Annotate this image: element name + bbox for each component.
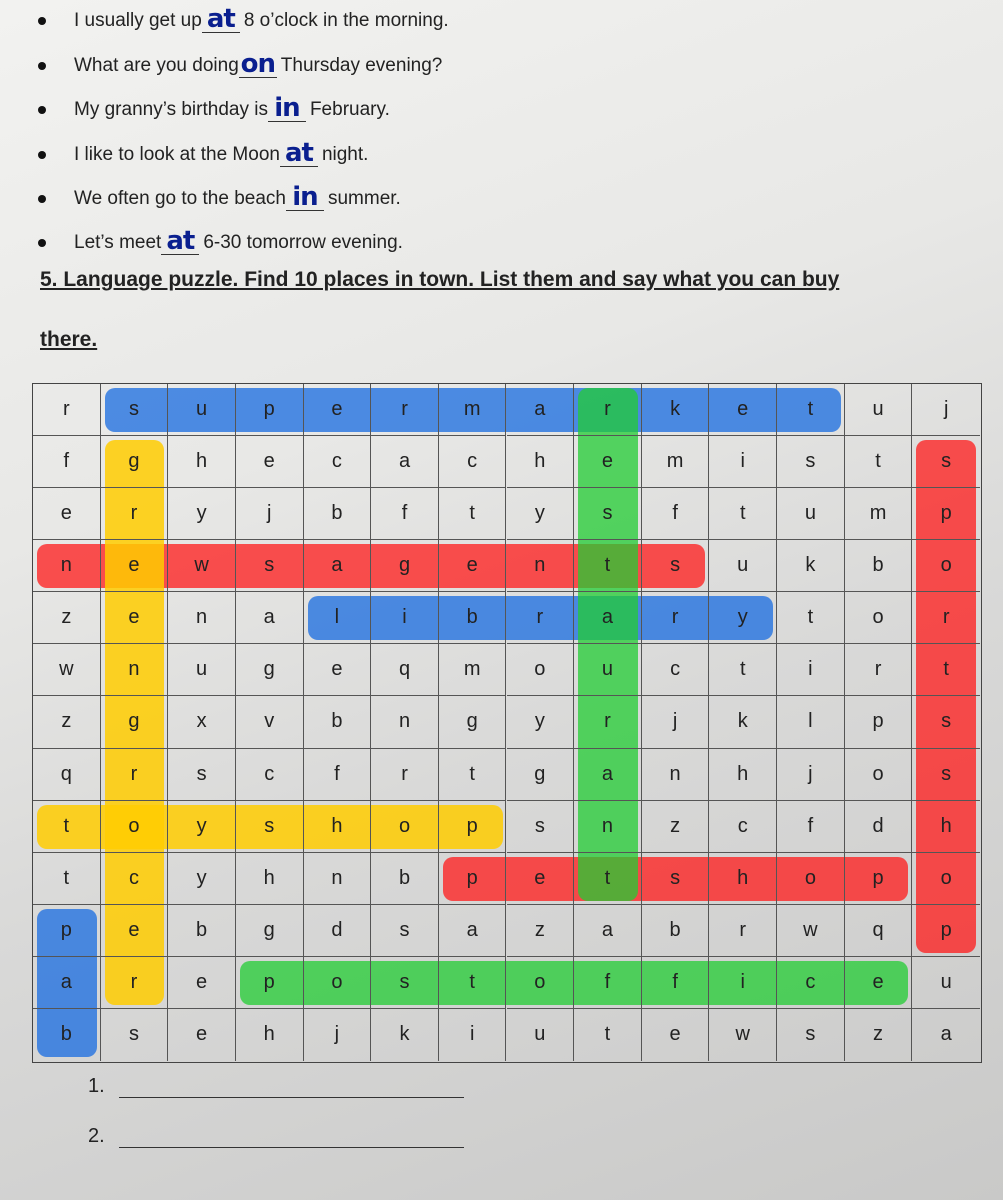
- grid-cell[interactable]: e: [642, 1009, 710, 1061]
- grid-cell[interactable]: i: [371, 592, 439, 644]
- grid-cell[interactable]: o: [507, 644, 575, 696]
- grid-cell[interactable]: j: [642, 696, 710, 748]
- sentence-5: [38, 181, 401, 214]
- grid-cell[interactable]: i: [709, 436, 777, 488]
- grid-cell[interactable]: a: [574, 749, 642, 801]
- grid-cell[interactable]: e: [168, 957, 236, 1009]
- answer-blank[interactable]: [239, 48, 277, 79]
- grid-cell[interactable]: z: [845, 1009, 913, 1061]
- grid-cell[interactable]: o: [912, 853, 980, 905]
- grid-cell[interactable]: p: [236, 384, 304, 436]
- grid-cell[interactable]: c: [236, 749, 304, 801]
- grid-cell[interactable]: a: [304, 540, 372, 592]
- grid-cell[interactable]: a: [507, 384, 575, 436]
- grid-cell[interactable]: t: [777, 384, 845, 436]
- grid-cell[interactable]: d: [845, 801, 913, 853]
- handwritten-answer: in: [274, 92, 300, 123]
- grid-cell[interactable]: p: [845, 696, 913, 748]
- grid-cell[interactable]: k: [709, 696, 777, 748]
- task-title: 5. Language puzzle. Find 10 places in town. List them and say what you can buy: [40, 268, 840, 291]
- answer-blank[interactable]: [280, 137, 318, 168]
- grid-cell[interactable]: r: [101, 488, 169, 540]
- grid-cell[interactable]: b: [33, 1009, 101, 1061]
- sentence-text-after: night.: [321, 144, 369, 165]
- grid-cell[interactable]: l: [304, 592, 372, 644]
- grid-cell[interactable]: s: [912, 696, 980, 748]
- grid-cell[interactable]: y: [168, 853, 236, 905]
- grid-cell[interactable]: f: [642, 488, 710, 540]
- grid-cell[interactable]: s: [777, 1009, 845, 1061]
- grid-cell[interactable]: e: [574, 436, 642, 488]
- answer-rule[interactable]: [119, 1075, 464, 1098]
- answer-blank[interactable]: [202, 3, 240, 34]
- grid-cell[interactable]: h: [709, 853, 777, 905]
- grid-cell[interactable]: f: [777, 801, 845, 853]
- grid-cell[interactable]: t: [574, 1009, 642, 1061]
- grid-cell[interactable]: e: [507, 853, 575, 905]
- grid-cell[interactable]: t: [33, 853, 101, 905]
- grid-cell[interactable]: u: [912, 957, 980, 1009]
- grid-cell[interactable]: i: [439, 1009, 507, 1061]
- grid-cell[interactable]: u: [507, 1009, 575, 1061]
- grid-cell[interactable]: h: [236, 1009, 304, 1061]
- sentence-text-before: We often go to the beach: [74, 188, 286, 209]
- grid-cell[interactable]: a: [371, 436, 439, 488]
- grid-cell[interactable]: s: [574, 488, 642, 540]
- grid-cell[interactable]: i: [777, 644, 845, 696]
- sentence-text-before: I like to look at the Moon: [74, 144, 280, 165]
- grid-cell[interactable]: n: [371, 696, 439, 748]
- sentence-text-after: summer.: [327, 188, 401, 209]
- handwritten-answer: in: [292, 181, 318, 212]
- grid-cell[interactable]: s: [236, 801, 304, 853]
- grid-cell[interactable]: t: [439, 749, 507, 801]
- grid-cell[interactable]: t: [845, 436, 913, 488]
- grid-cell[interactable]: s: [168, 749, 236, 801]
- sentence-3: [38, 92, 390, 125]
- grid-cell[interactable]: t: [912, 644, 980, 696]
- grid-cell[interactable]: n: [101, 644, 169, 696]
- sentence-1: [38, 3, 449, 36]
- grid-cell[interactable]: y: [507, 696, 575, 748]
- grid-cell[interactable]: h: [304, 801, 372, 853]
- grid-cell[interactable]: z: [507, 905, 575, 957]
- grid-cell[interactable]: t: [709, 644, 777, 696]
- bullet-icon: [38, 62, 46, 70]
- grid-cell[interactable]: w: [709, 1009, 777, 1061]
- grid-cell[interactable]: s: [912, 749, 980, 801]
- grid-cell[interactable]: b: [642, 905, 710, 957]
- grid-cell[interactable]: a: [439, 905, 507, 957]
- grid-cell[interactable]: e: [33, 488, 101, 540]
- grid-cell[interactable]: s: [101, 384, 169, 436]
- grid-cell[interactable]: n: [33, 540, 101, 592]
- grid-cell[interactable]: j: [236, 488, 304, 540]
- grid-cell[interactable]: a: [940, 1023, 952, 1046]
- answer-line-2[interactable]: [88, 1125, 464, 1148]
- grid-cell[interactable]: r: [101, 749, 169, 801]
- grid-cell[interactable]: m: [439, 644, 507, 696]
- grid-cell[interactable]: v: [236, 696, 304, 748]
- grid-cell[interactable]: e: [101, 592, 169, 644]
- grid-cell[interactable]: p: [439, 801, 507, 853]
- grid-cell[interactable]: t: [574, 853, 642, 905]
- grid-cell[interactable]: a: [33, 957, 101, 1009]
- grid-cell[interactable]: z: [642, 801, 710, 853]
- sentence-text-after: February.: [309, 99, 390, 120]
- sentence-text-after: Thursday evening?: [280, 55, 443, 76]
- grid-cell[interactable]: p: [845, 853, 913, 905]
- grid-cell[interactable]: s: [371, 957, 439, 1009]
- handwritten-answer: at: [166, 225, 195, 256]
- grid-cell[interactable]: h: [168, 436, 236, 488]
- answer-blank[interactable]: [161, 225, 199, 256]
- grid-cell[interactable]: e: [101, 905, 169, 957]
- sentence-text-after: 8 o’clock in the morning.: [243, 10, 449, 31]
- grid-cell[interactable]: u: [777, 488, 845, 540]
- sentence-text-before: What are you doing: [74, 55, 239, 76]
- grid-cell[interactable]: k: [642, 384, 710, 436]
- grid-cell[interactable]: x: [168, 696, 236, 748]
- grid-cell[interactable]: j: [304, 1009, 372, 1061]
- grid-cell[interactable]: f: [371, 488, 439, 540]
- answer-number: 1.: [88, 1075, 105, 1097]
- grid-cell[interactable]: i: [709, 957, 777, 1009]
- grid-cell[interactable]: g: [236, 905, 304, 957]
- grid-cell[interactable]: t: [439, 488, 507, 540]
- grid-cell[interactable]: p: [236, 957, 304, 1009]
- grid-cell[interactable]: p: [33, 905, 101, 957]
- sentence-text-before: My granny’s birthday is: [74, 99, 268, 120]
- answer-blank[interactable]: [286, 181, 324, 212]
- grid-cell[interactable]: o: [777, 853, 845, 905]
- grid-cell[interactable]: e: [101, 540, 169, 592]
- grid-cell[interactable]: p: [912, 905, 980, 957]
- sentence-text-before: Let’s meet: [74, 232, 162, 253]
- grid-cell[interactable]: y: [168, 488, 236, 540]
- grid-cell[interactable]: r: [33, 384, 101, 436]
- grid-cell[interactable]: z: [33, 696, 101, 748]
- grid-cell[interactable]: s: [507, 801, 575, 853]
- grid-cell[interactable]: b: [439, 592, 507, 644]
- grid-cell[interactable]: u: [574, 644, 642, 696]
- handwritten-answer: on: [240, 48, 275, 79]
- grid-cell[interactable]: b: [304, 696, 372, 748]
- grid-cell[interactable]: o: [912, 540, 980, 592]
- grid-cell[interactable]: t: [709, 488, 777, 540]
- grid-cell[interactable]: f: [642, 957, 710, 1009]
- grid-cell[interactable]: h: [507, 436, 575, 488]
- grid-cell[interactable]: j: [912, 384, 980, 436]
- grid-cell[interactable]: f: [574, 957, 642, 1009]
- grid-cell[interactable]: s: [777, 436, 845, 488]
- grid-cell[interactable]: u: [168, 384, 236, 436]
- grid-cell[interactable]: n: [304, 853, 372, 905]
- grid-cell[interactable]: f: [33, 436, 101, 488]
- grid-cell[interactable]: g: [236, 644, 304, 696]
- grid-cell[interactable]: g: [439, 696, 507, 748]
- sentence-6: [38, 225, 403, 258]
- grid-cell[interactable]: c: [777, 957, 845, 1009]
- grid-cell[interactable]: u: [709, 540, 777, 592]
- grid-cell[interactable]: r: [709, 905, 777, 957]
- grid-cell[interactable]: g: [101, 696, 169, 748]
- task-title-continued: there.: [40, 328, 98, 351]
- grid-cell[interactable]: q: [371, 644, 439, 696]
- grid-cell[interactable]: b: [371, 853, 439, 905]
- grid-cell[interactable]: a: [236, 592, 304, 644]
- grid-cell[interactable]: o: [101, 801, 169, 853]
- sentence-4: [38, 137, 369, 170]
- grid-cell[interactable]: a: [574, 592, 642, 644]
- grid-cell[interactable]: f: [304, 749, 372, 801]
- grid-cell[interactable]: o: [507, 957, 575, 1009]
- answer-number: 2.: [88, 1125, 105, 1147]
- grid-cell[interactable]: s: [642, 853, 710, 905]
- grid-cell[interactable]: m: [439, 384, 507, 436]
- grid-cell[interactable]: o: [371, 801, 439, 853]
- bullet-icon: [38, 239, 46, 247]
- grid-cell[interactable]: u: [845, 384, 913, 436]
- grid-cell[interactable]: t: [777, 592, 845, 644]
- sentence-2: [38, 48, 443, 81]
- grid-cell[interactable]: b: [845, 540, 913, 592]
- grid-cell[interactable]: y: [168, 801, 236, 853]
- grid-cell[interactable]: r: [845, 644, 913, 696]
- grid-cell[interactable]: c: [439, 436, 507, 488]
- answer-line-1[interactable]: [88, 1075, 464, 1098]
- grid-cell[interactable]: r: [574, 696, 642, 748]
- grid-cell[interactable]: n: [574, 801, 642, 853]
- grid-cell[interactable]: d: [304, 905, 372, 957]
- grid-cell[interactable]: c: [101, 853, 169, 905]
- grid-cell[interactable]: c: [709, 801, 777, 853]
- grid-cell[interactable]: c: [642, 644, 710, 696]
- grid-cell[interactable]: o: [845, 749, 913, 801]
- grid-cell[interactable]: t: [574, 540, 642, 592]
- grid-cell[interactable]: g: [371, 540, 439, 592]
- answer-rule[interactable]: [119, 1125, 464, 1148]
- grid-cell[interactable]: b: [168, 905, 236, 957]
- grid-cell[interactable]: n: [642, 749, 710, 801]
- grid-cell[interactable]: a: [574, 905, 642, 957]
- grid-cell[interactable]: r: [371, 384, 439, 436]
- grid-cell[interactable]: e: [709, 384, 777, 436]
- grid-cell[interactable]: h: [912, 801, 980, 853]
- handwritten-answer: at: [284, 137, 313, 168]
- grid-cell[interactable]: l: [777, 696, 845, 748]
- word-search-grid: [32, 383, 982, 1063]
- bullet-icon: [38, 195, 46, 203]
- bullet-icon: [38, 151, 46, 159]
- grid-cell[interactable]: o: [304, 957, 372, 1009]
- grid-cell[interactable]: q: [845, 905, 913, 957]
- grid-cell[interactable]: b: [304, 488, 372, 540]
- grid-cell[interactable]: o: [845, 592, 913, 644]
- grid-cell[interactable]: r: [101, 957, 169, 1009]
- sentence-text-before: I usually get up: [74, 10, 202, 31]
- grid-cell[interactable]: z: [33, 592, 101, 644]
- grid-cell[interactable]: e: [236, 436, 304, 488]
- grid-cell[interactable]: y: [507, 488, 575, 540]
- grid-cell[interactable]: e: [845, 957, 913, 1009]
- grid-cell[interactable]: n: [507, 540, 575, 592]
- grid-cell[interactable]: u: [168, 644, 236, 696]
- grid-cell[interactable]: h: [709, 749, 777, 801]
- grid-cell[interactable]: g: [507, 749, 575, 801]
- sentence-text-after: 6-30 tomorrow evening.: [203, 232, 403, 253]
- bullet-icon: [38, 17, 46, 25]
- grid-cell[interactable]: p: [439, 853, 507, 905]
- grid-cell[interactable]: s: [236, 540, 304, 592]
- grid-cell[interactable]: r: [912, 592, 980, 644]
- grid-cell[interactable]: e: [304, 384, 372, 436]
- grid-cell[interactable]: n: [168, 592, 236, 644]
- grid-cell[interactable]: k: [777, 540, 845, 592]
- grid-cell[interactable]: h: [236, 853, 304, 905]
- bullet-icon: [38, 106, 46, 114]
- grid-cell[interactable]: r: [371, 749, 439, 801]
- grid-cell[interactable]: y: [709, 592, 777, 644]
- answer-blank[interactable]: [268, 92, 306, 123]
- grid-cell[interactable]: r: [642, 592, 710, 644]
- grid-cell[interactable]: c: [304, 436, 372, 488]
- grid-cell[interactable]: g: [101, 436, 169, 488]
- grid-cell[interactable]: s: [642, 540, 710, 592]
- grid-cell[interactable]: r: [507, 592, 575, 644]
- grid-cell[interactable]: t: [439, 957, 507, 1009]
- grid-cell[interactable]: e: [439, 540, 507, 592]
- handwritten-answer: at: [206, 3, 235, 34]
- grid-cell[interactable]: w: [777, 905, 845, 957]
- grid-cell[interactable]: j: [777, 749, 845, 801]
- grid-cell[interactable]: s: [912, 436, 980, 488]
- grid-cell[interactable]: s: [101, 1009, 169, 1061]
- grid-cell[interactable]: e: [168, 1009, 236, 1061]
- grid-cell[interactable]: w: [33, 644, 101, 696]
- grid-cell[interactable]: r: [574, 384, 642, 436]
- grid-cell[interactable]: t: [33, 801, 101, 853]
- grid-cell[interactable]: q: [33, 749, 101, 801]
- grid-cell[interactable]: w: [168, 540, 236, 592]
- grid-cell[interactable]: k: [371, 1009, 439, 1061]
- grid-cell[interactable]: m: [642, 436, 710, 488]
- grid-cell[interactable]: s: [371, 905, 439, 957]
- grid-cell[interactable]: m: [845, 488, 913, 540]
- grid-cell[interactable]: e: [304, 644, 372, 696]
- grid-cell[interactable]: p: [912, 488, 980, 540]
